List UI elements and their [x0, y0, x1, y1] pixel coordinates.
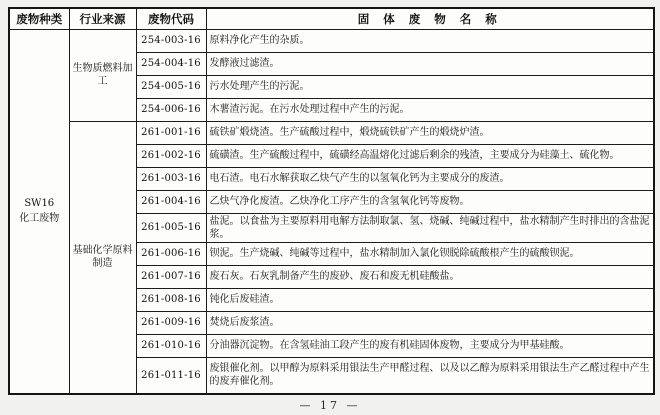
industry-source-cell: 基础化学原料制造: [69, 121, 136, 394]
header-row: [9, 8, 654, 29]
waste-name-cell: 废石灰。石灰乳制备产生的废砂、废石和废无机硅酸盐。: [206, 265, 654, 288]
category-name: 化工废物: [19, 213, 60, 225]
header-waste-category: 废物种类: [9, 8, 69, 29]
waste-name-cell: 焚烧后废浆渣。: [206, 311, 654, 334]
waste-name-cell: 废银催化剂。以甲醇为原料采用银法生产甲醛过程、以及以乙醇为原料采用银法生产乙醛过程中产生的废弃催化剂。: [206, 357, 654, 394]
waste-code-cell: 261-004-16: [136, 190, 206, 213]
waste-table: [8, 7, 655, 395]
waste-name-cell: 钡泥。生产烧碱、纯碱等过程中，盐水精制加入氯化钡脱除硫酸根产生的硫酸钡泥。: [206, 242, 654, 265]
waste-name-cell: 硫磺渣。生产硫酸过程中，硫磺经高温熔化过滤后剩余的残渣，主要成分为硅藻土、硫化物。: [206, 144, 654, 167]
table-row: [9, 121, 654, 144]
waste-name-cell: 木薯渣污泥。在污水处理过程中产生的污泥。: [206, 98, 654, 121]
waste-name-cell: 原料净化产生的杂质。: [206, 29, 654, 52]
waste-code-cell: 261-002-16: [136, 144, 206, 167]
header-waste-code: 废物代码: [136, 8, 206, 29]
waste-name-cell: 发酵液过滤渣。: [206, 52, 654, 75]
waste-category-cell: [9, 29, 69, 394]
waste-code-cell: 261-008-16: [136, 288, 206, 311]
waste-code-cell: 254-005-16: [136, 75, 206, 98]
waste-code-cell: 261-006-16: [136, 242, 206, 265]
industry-source-cell: 生物质燃料加工: [69, 29, 136, 121]
waste-name-cell: 盐泥。以食盐为主要原料用电解方法制取氯、氢、烧碱、纯碱过程中，盐水精制产生时排出的含盐泥浆。: [206, 213, 654, 242]
header-solid-waste-name: 固 体 废 物 名 称: [206, 8, 654, 29]
table-row: [9, 29, 654, 52]
waste-code-cell: 261-005-16: [136, 213, 206, 242]
waste-code-cell: 261-007-16: [136, 265, 206, 288]
waste-code-cell: 254-003-16: [136, 29, 206, 52]
page-number: — 17 —: [299, 399, 361, 412]
waste-code-cell: 261-001-16: [136, 121, 206, 144]
waste-code-cell: 261-003-16: [136, 167, 206, 190]
header-industry-source: 行业来源: [69, 8, 136, 29]
waste-name-cell: 钝化后废硅渣。: [206, 288, 654, 311]
category-code: SW16: [24, 198, 55, 210]
waste-name-cell: 污水处理产生的污泥。: [206, 75, 654, 98]
waste-code-cell: 261-009-16: [136, 311, 206, 334]
waste-name-cell: 乙炔气净化废渣。乙炔净化工序产生的含氢氧化钙等废物。: [206, 190, 654, 213]
waste-code-cell: 261-010-16: [136, 334, 206, 357]
waste-name-cell: 电石渣。电石水解获取乙炔气产生的以氢氧化钙为主要成分的废渣。: [206, 167, 654, 190]
waste-code-cell: 261-011-16: [136, 357, 206, 394]
waste-name-cell: 分油器沉淀物。在含氢硅油工段产生的废有机硅固体废物，主要成分为甲基硅酸。: [206, 334, 654, 357]
waste-code-cell: 254-006-16: [136, 98, 206, 121]
waste-code-cell: 254-004-16: [136, 52, 206, 75]
waste-name-cell: 硫铁矿煅烧渣。生产硫酸过程中，煅烧硫铁矿产生的煅烧炉渣。: [206, 121, 654, 144]
